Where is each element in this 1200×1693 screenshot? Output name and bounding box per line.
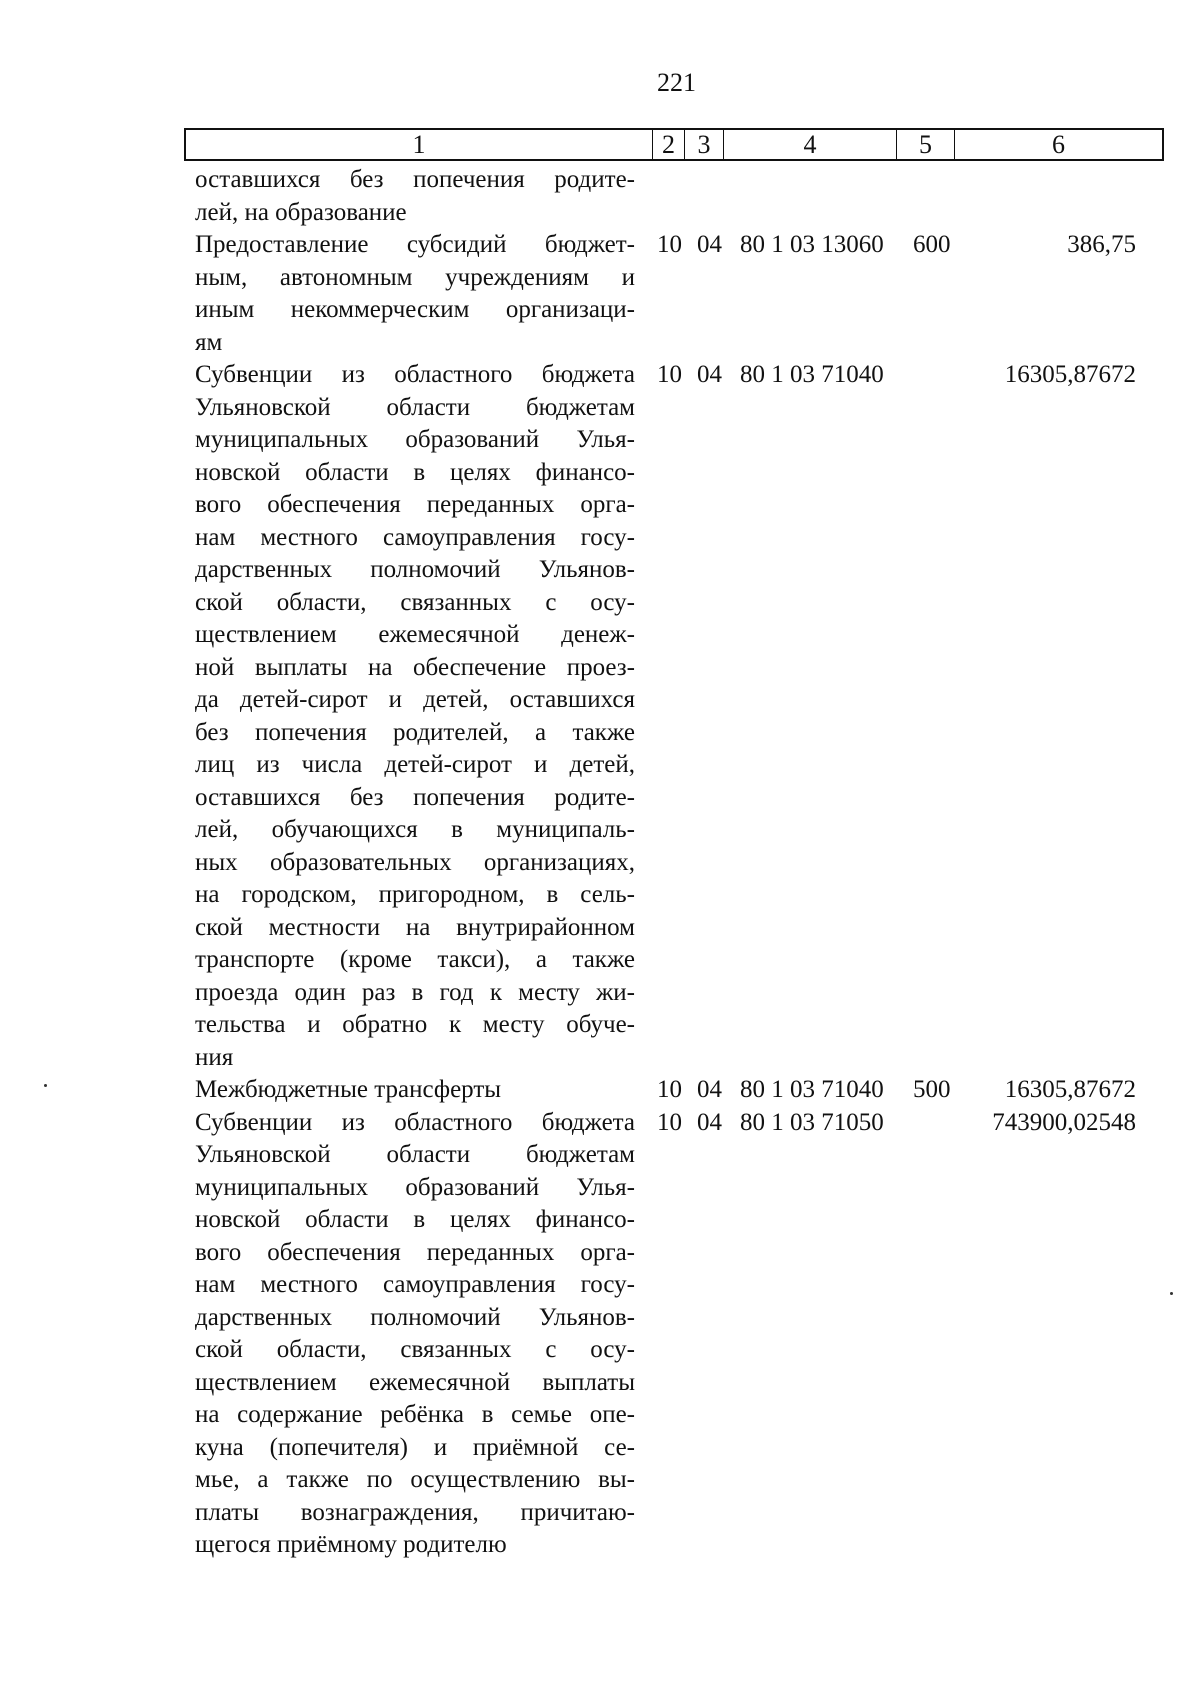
description-line: на содержание ребёнка в семье опе-: [195, 1401, 635, 1428]
description-line: муниципальных образований Улья-: [195, 1173, 635, 1201]
description-line: ской области, связанных с осу-: [195, 1336, 635, 1363]
description-line: транспорте (кроме такси), а также: [195, 946, 635, 973]
row-subsection-code: 04: [697, 1108, 722, 1136]
description-line: на городском, пригородном, в сель-: [195, 881, 635, 908]
table-row: [0, 229, 1200, 359]
description-line: дарственных полномочий Ульянов-: [195, 556, 635, 583]
table-row: [0, 1107, 1200, 1562]
description-line: ской местности на внутрирайонном: [195, 913, 635, 941]
description-line: куна (попечителя) и приёмной се-: [195, 1433, 635, 1461]
header-col-6: 6: [1052, 130, 1065, 159]
description-line: проезда один раз в год к месту жи-: [195, 978, 635, 1006]
description-line: ния: [195, 1043, 234, 1071]
header-col-5: 5: [897, 130, 955, 159]
description-line: оставшихся без попечения родите-: [195, 783, 635, 811]
description-line: без попечения родителей, а также: [195, 718, 635, 746]
description-line: Ульяновской области бюджетам: [195, 393, 635, 421]
description-line: ям: [195, 328, 223, 356]
row-target-code: 80 1 03 71040: [740, 1076, 884, 1103]
description-line: лей, обучающихся в муниципаль-: [195, 816, 635, 843]
row-amount: 16305,87672: [1004, 361, 1136, 388]
description-line: ской области, связанных с осу-: [195, 588, 635, 616]
description-line: вого обеспечения переданных орга-: [195, 491, 635, 518]
row-description: [195, 164, 635, 229]
description-line: щегося приёмному родителю: [195, 1531, 507, 1558]
description-line: новской области в целях финансо-: [195, 1206, 635, 1233]
description-line: нам местного самоуправления госу-: [195, 1271, 635, 1298]
header-col-3: 3: [685, 130, 724, 159]
scan-speck: [44, 1084, 47, 1087]
description-line: лиц из числа детей-сирот и детей,: [195, 751, 635, 778]
description-line: ной выплаты на обеспечение проез-: [195, 653, 635, 681]
row-description: [195, 229, 635, 359]
row-expense-type: 600: [913, 231, 951, 258]
row-description: [195, 359, 635, 1074]
description-line: тельства и обратно к месту обуче-: [195, 1011, 635, 1038]
description-line: мье, а также по осуществлению вы-: [195, 1466, 635, 1493]
description-line: ных образовательных организациях,: [195, 848, 635, 876]
description-line: Ульяновской области бюджетам: [195, 1141, 635, 1168]
description-line: оставшихся без попечения родите-: [195, 166, 635, 193]
page-number: 221: [657, 68, 696, 97]
row-subsection-code: 04: [697, 1076, 722, 1103]
description-line: платы вознаграждения, причитаю-: [195, 1498, 635, 1526]
row-amount: 386,75: [1067, 231, 1136, 258]
description-line: ществлением ежемесячной денеж-: [195, 621, 635, 648]
row-target-code: 80 1 03 13060: [740, 231, 884, 258]
description-line: лей, на образование: [195, 198, 407, 226]
scan-speck: [1170, 1292, 1173, 1295]
description-line: ществлением ежемесячной выплаты: [195, 1368, 635, 1396]
row-description: [195, 1107, 635, 1562]
table-row: [0, 1074, 1200, 1107]
description-line: да детей-сирот и детей, оставшихся: [195, 686, 635, 713]
table-row: [0, 359, 1200, 1074]
header-col-1: 1: [186, 130, 653, 159]
row-subsection-code: 04: [697, 361, 722, 388]
row-section-code: 10: [657, 231, 682, 258]
description-line: дарственных полномочий Ульянов-: [195, 1303, 635, 1331]
row-amount: 16305,87672: [1004, 1076, 1136, 1103]
row-section-code: 10: [657, 1076, 682, 1103]
row-description: [195, 1074, 635, 1107]
row-section-code: 10: [657, 361, 682, 388]
description-line: ным, автономным учреждениям и: [195, 263, 635, 291]
description-line: новской области в целях финансо-: [195, 458, 635, 486]
row-amount: 743900,02548: [992, 1108, 1136, 1136]
header-col-4: 4: [724, 130, 897, 159]
description-line: муниципальных образований Улья-: [195, 426, 635, 453]
table-row: [0, 164, 1200, 229]
description-line: вого обеспечения переданных орга-: [195, 1238, 635, 1266]
row-target-code: 80 1 03 71050: [740, 1108, 884, 1136]
row-subsection-code: 04: [697, 231, 722, 258]
table-body: [0, 164, 1200, 1562]
description-line: Субвенции из областного бюджета: [195, 1108, 635, 1136]
row-expense-type: 500: [913, 1076, 951, 1103]
description-line: Субвенции из областного бюджета: [195, 361, 635, 388]
row-target-code: 80 1 03 71040: [740, 361, 884, 388]
description-line: нам местного самоуправления госу-: [195, 523, 635, 551]
header-col-2: 2: [653, 130, 685, 159]
description-line: Межбюджетные трансферты: [195, 1076, 502, 1103]
description-line: Предоставление субсидий бюджет-: [195, 231, 635, 258]
table-header: [184, 128, 1164, 161]
row-section-code: 10: [657, 1108, 682, 1136]
description-line: иным некоммерческим организаци-: [195, 296, 635, 323]
